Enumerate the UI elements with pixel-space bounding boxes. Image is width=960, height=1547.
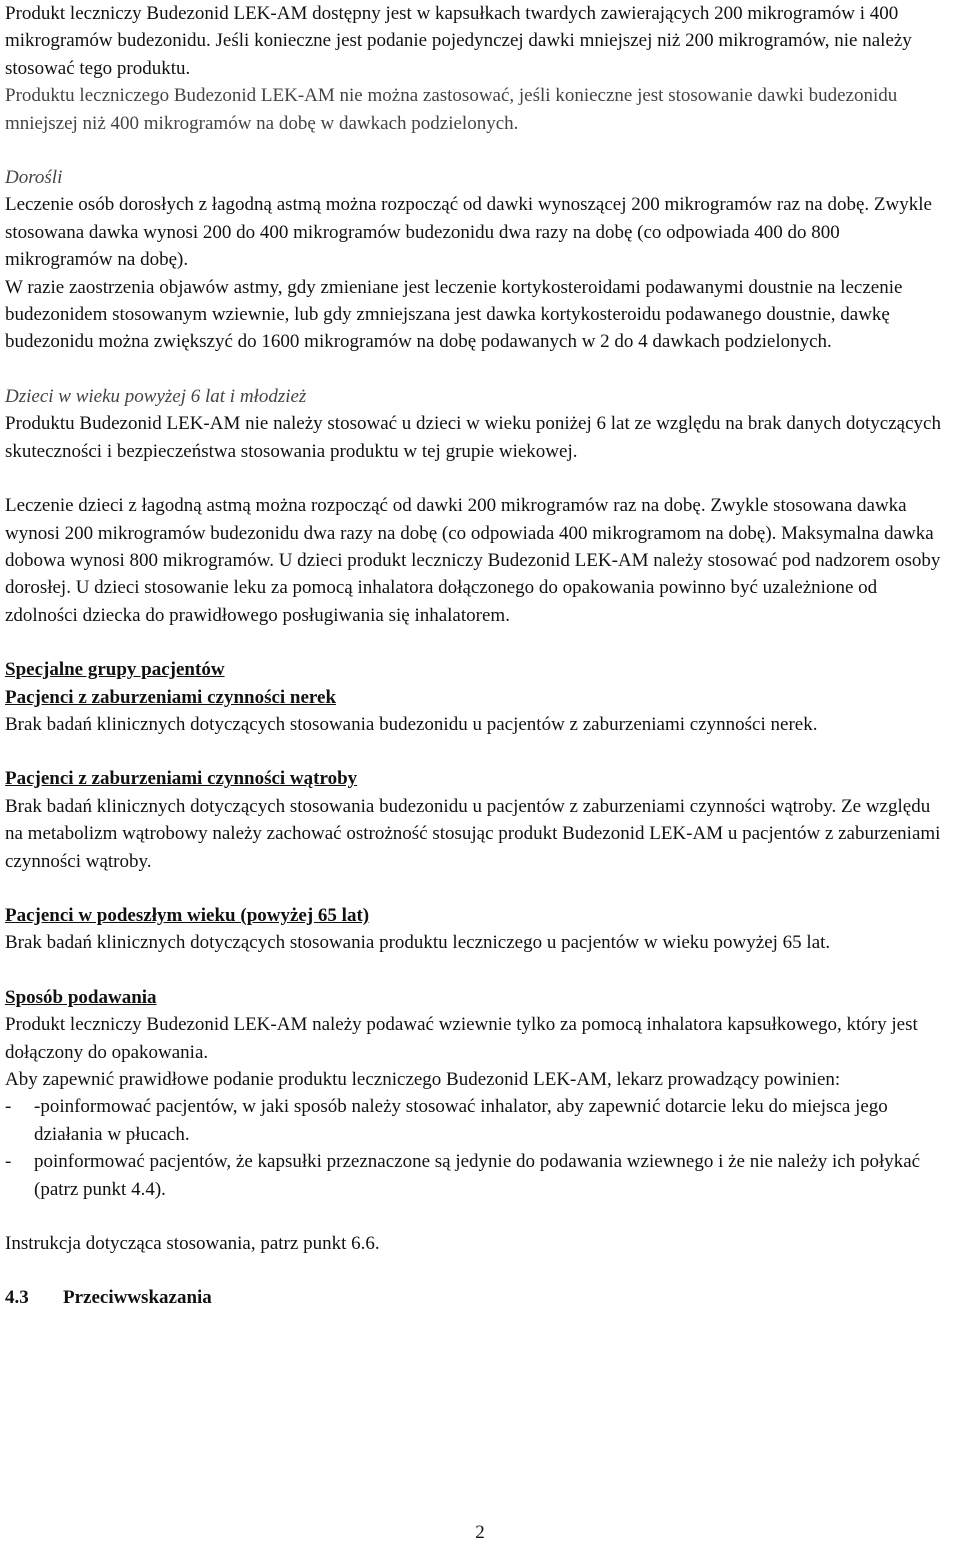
intro-paragraph-1: Produkt leczniczy Budezonid LEK-AM dostępny jest w kapsułkach twardych zawierających 200 mikrogramów i 400 mikrogramów budezonidu. Jeśli konieczne jest podanie pojedynczej dawki mniejszej niż 200 mikrogramów, nie należy stosować tego produktu. xyxy=(5,3,912,79)
list-marker: - xyxy=(5,1151,12,1173)
elderly-heading: Pacjenci w podeszłym wieku (powyżej 65 lat) xyxy=(5,904,370,926)
administration-paragraph-2: Aby zapewnić prawidłowe podanie produktu leczniczego Budezonid LEK-AM, lekarz prowadzący powinien: xyxy=(5,1069,841,1090)
adults-paragraph-1: Leczenie osób dorosłych z łagodną astmą można rozpocząć od dawki wynoszącej 200 mikrogramów raz na dobę. Zwykle stosowana dawka wynosi 200 do 400 mikrogramów budezonidu dwa razy na dobę (co odpowiada 400 do 800 mikrogramów na dobę). xyxy=(5,194,932,271)
elderly-text: Brak badań klinicznych dotyczących stosowania produktu leczniczego u pacjentów w wieku powyżej 65 lat. xyxy=(5,932,831,954)
list-marker: - xyxy=(5,1096,12,1118)
list-item xyxy=(5,1093,950,1148)
adults-paragraph-2: W razie zaostrzenia objawów astmy, gdy zmieniane jest leczenie kortykosteroidami podawanymi doustnie na leczenie budezonidem stosowanym wziewnie, lub gdy zmniejszana jest dawka kortykosteroidu podawanego doustnie, dawkę budezonidu można zwiększyć do 1600 mikrogramów na dobę podawanych w 2 do 4 dawkach podzielonych. xyxy=(5,276,903,353)
section-title: Przeciwwskazania xyxy=(63,1287,212,1309)
administration-heading: Sposób podawania xyxy=(5,986,157,1008)
special-groups-heading: Specjalne grupy pacjentów xyxy=(5,659,225,681)
children-heading: Dzieci w wieku powyżej 6 lat i młodzież xyxy=(5,385,307,407)
kidney-text: Brak badań klinicznych dotyczących stosowania budezonidu u pacjentów z zaburzeniami czynności nerek. xyxy=(5,713,818,735)
children-paragraph-1: Produktu Budezonid LEK-AM nie należy stosować u dzieci w wieku poniżej 6 lat ze względu na brak danych dotyczących skuteczności i bezpieczeństwa stosowania produktu w tej grupie wiekowej. xyxy=(5,413,941,462)
adults-heading: Dorośli xyxy=(5,167,63,189)
section-heading-4-3 xyxy=(5,1284,950,1311)
section-number: 4.3 xyxy=(5,1287,29,1309)
instruction-reference: Instrukcja dotycząca stosowania, patrz punkt 6.6. xyxy=(5,1233,380,1255)
page-number: 2 xyxy=(475,1522,485,1543)
liver-heading: Pacjenci z zaburzeniami czynności wątroby xyxy=(5,768,358,790)
liver-text: Brak badań klinicznych dotyczących stosowania budezonidu u pacjentów z zaburzeniami czynności wątroby. Ze względu na metabolizm wątrobowy należy zachować ostrożność stosując produkt Budezonid LEK-AM u pacjentów z zaburzeniami czynności wątroby. xyxy=(5,795,941,872)
intro-paragraph-2: Produktu leczniczego Budezonid LEK-AM nie można zastosować, jeśli konieczne jest stosowanie dawki budezonidu mniejszej niż 400 mikrogramów na dobę w dawkach podzielonych. xyxy=(5,85,898,134)
kidney-heading: Pacjenci z zaburzeniami czynności nerek xyxy=(5,686,337,708)
list-item-text: poinformować pacjentów, że kapsułki przeznaczone są jedynie do podawania wziewnego i że nie należy ich połykać (patrz punkt 4.4). xyxy=(34,1151,921,1200)
administration-paragraph-1: Produkt leczniczy Budezonid LEK-AM należy podawać wziewnie tylko za pomocą inhalatora kapsułkowego, który jest dołączony do opakowania. xyxy=(5,1014,918,1063)
children-paragraph-2: Leczenie dzieci z łagodną astmą można rozpocząć od dawki 200 mikrogramów raz na dobę. Zwykle stosowana dawka wynosi 200 mikrogramów budezonidu dwa razy na dobę (co odpowiada 400 mikrogramom na dobę). Maksymalna dawka dobowa wynosi 800 mikrogramów. U dzieci produkt leczniczy Budezonid LEK-AM należy stosować pod nadzorem osoby dorosłej. U dzieci stosowanie leku za pomocą inhalatora dołączonego do opakowania powinno być uzależnione od zdolności dziecka do prawidłowego posługiwania się inhalatorem. xyxy=(5,495,941,626)
list-item-text: -poinformować pacjentów, w jaki sposób należy stosować inhalator, aby zapewnić dotarcie leku do miejsca jego działania w płucach. xyxy=(34,1096,888,1145)
document-page xyxy=(5,0,950,1312)
list-item xyxy=(5,1148,950,1203)
